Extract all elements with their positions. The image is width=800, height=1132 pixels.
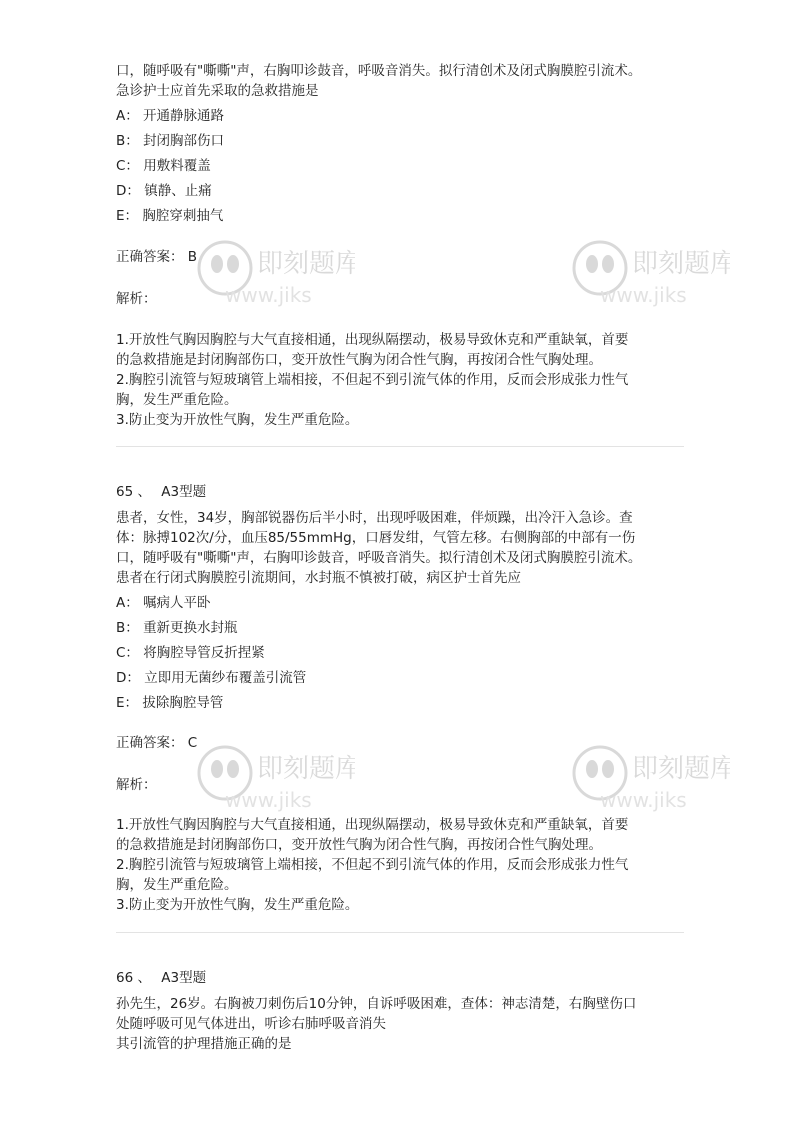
question-64-options bbox=[116, 106, 224, 226]
answer-label: 正确答案： bbox=[116, 249, 184, 265]
analysis-line: 3.防止变为开放性气胸，发生严重危险。 bbox=[116, 412, 359, 428]
answer bbox=[116, 247, 197, 267]
svg-text:www.jiks: www.jiks bbox=[600, 283, 687, 307]
analysis-line: 2.胸腔引流管与短玻璃管上端相接，不但起不到引流气体的作用，反而会形成张力性气 bbox=[116, 857, 629, 873]
svg-text:www.jiks: www.jiks bbox=[600, 788, 687, 812]
svg-text:www.jiks: www.jiks bbox=[225, 283, 312, 307]
answer bbox=[116, 733, 197, 753]
stem-line: 患者在行闭式胸膜腔引流期间，水封瓶不慎被打破，病区护士首先应 bbox=[116, 570, 521, 586]
analysis-label: 解析： bbox=[116, 291, 157, 307]
divider bbox=[116, 932, 684, 933]
svg-text:即刻题库: 即刻题库 bbox=[257, 754, 355, 784]
stem-line: 口，随呼吸有"嘶嘶"声，右胸叩诊鼓音，呼吸音消失。拟行清创术及闭式胸膜腔引流术。 bbox=[116, 63, 642, 79]
option-b: B： 封闭胸部伤口 bbox=[116, 133, 225, 149]
answer-label: 正确答案： bbox=[116, 735, 184, 751]
analysis-line: 3.防止变为开放性气胸，发生严重危险。 bbox=[116, 897, 359, 913]
analysis-line: 的急救措施是封闭胸部伤口，变开放性气胸为闭合性气胸，再按闭合性气胸处理。 bbox=[116, 352, 602, 368]
question-number: 65 、 bbox=[116, 484, 151, 500]
analysis-text bbox=[116, 330, 628, 430]
watermark-logo bbox=[195, 230, 355, 310]
option-e: E： 拔除胸腔导管 bbox=[116, 695, 224, 711]
analysis-line: 的急救措施是封闭胸部伤口，变开放性气胸为闭合性气胸，再按闭合性气胸处理。 bbox=[116, 837, 602, 853]
question-64-stem bbox=[116, 61, 641, 101]
svg-text:即刻题库: 即刻题库 bbox=[257, 249, 355, 279]
stem-line: 急诊护士应首先采取的急救措施是 bbox=[116, 83, 319, 99]
analysis-label: 解析： bbox=[116, 777, 157, 793]
analysis-line: 胸，发生严重危险。 bbox=[116, 877, 238, 893]
option-b: B： 重新更换水封瓶 bbox=[116, 620, 238, 636]
svg-text:www.jiks: www.jiks bbox=[225, 788, 312, 812]
option-e: E： 胸腔穿刺抽气 bbox=[116, 208, 224, 224]
stem-line: 体：脉搏102次/分，血压85/55mmHg，口唇发绀，气管左移。右侧胸部的中部有一伤 bbox=[116, 530, 636, 546]
answer-value: B bbox=[187, 249, 198, 265]
stem-line: 患者，女性，34岁，胸部锐器伤后半小时，出现呼吸困难，伴烦躁，出冷汗入急诊。查 bbox=[116, 510, 633, 526]
option-d: D： 镇静、止痛 bbox=[116, 183, 212, 199]
question-type: A3型题 bbox=[161, 484, 207, 500]
analysis-line: 1.开放性气胸因胸腔与大气直接相通，出现纵隔摆动，极易导致休克和严重缺氧，首要 bbox=[116, 332, 629, 348]
stem-line: 孙先生，26岁。右胸被刀刺伤后10分钟，自诉呼吸困难，查体：神志清楚，右胸壁伤口 bbox=[116, 996, 637, 1012]
watermark-logo bbox=[570, 735, 730, 815]
watermark-logo bbox=[195, 735, 355, 815]
analysis-line: 1.开放性气胸因胸腔与大气直接相通，出现纵隔摆动，极易导致休克和严重缺氧，首要 bbox=[116, 817, 629, 833]
divider bbox=[116, 446, 684, 447]
svg-text:即刻题库: 即刻题库 bbox=[632, 754, 730, 784]
stem-line: 口，随呼吸有"嘶嘶"声，右胸叩诊鼓音，呼吸音消失。拟行清创术及闭式胸膜腔引流术。 bbox=[116, 550, 642, 566]
stem-line: 处随呼吸可见气体进出，听诊右肺呼吸音消失 bbox=[116, 1016, 386, 1032]
analysis-line: 胸，发生严重危险。 bbox=[116, 392, 238, 408]
svg-text:即刻题库: 即刻题库 bbox=[632, 249, 730, 279]
stem-line: 其引流管的护理措施正确的是 bbox=[116, 1036, 292, 1052]
question-66-header bbox=[116, 968, 206, 988]
question-66-stem bbox=[116, 994, 636, 1054]
option-d: D： 立即用无菌纱布覆盖引流管 bbox=[116, 670, 307, 686]
question-65-stem bbox=[116, 508, 641, 588]
question-65-options bbox=[116, 593, 306, 713]
option-a: A： 嘱病人平卧 bbox=[116, 595, 211, 611]
answer-value: C bbox=[187, 735, 198, 751]
option-a: A： 开通静脉通路 bbox=[116, 108, 225, 124]
question-65-header bbox=[116, 482, 206, 502]
option-c: C： 用敷料覆盖 bbox=[116, 158, 211, 174]
question-type: A3型题 bbox=[161, 970, 207, 986]
analysis-text bbox=[116, 815, 628, 915]
analysis-line: 2.胸腔引流管与短玻璃管上端相接，不但起不到引流气体的作用，反而会形成张力性气 bbox=[116, 372, 629, 388]
option-c: C： 将胸腔导管反折捏紧 bbox=[116, 645, 265, 661]
watermark-logo bbox=[570, 230, 730, 310]
question-number: 66 、 bbox=[116, 970, 151, 986]
